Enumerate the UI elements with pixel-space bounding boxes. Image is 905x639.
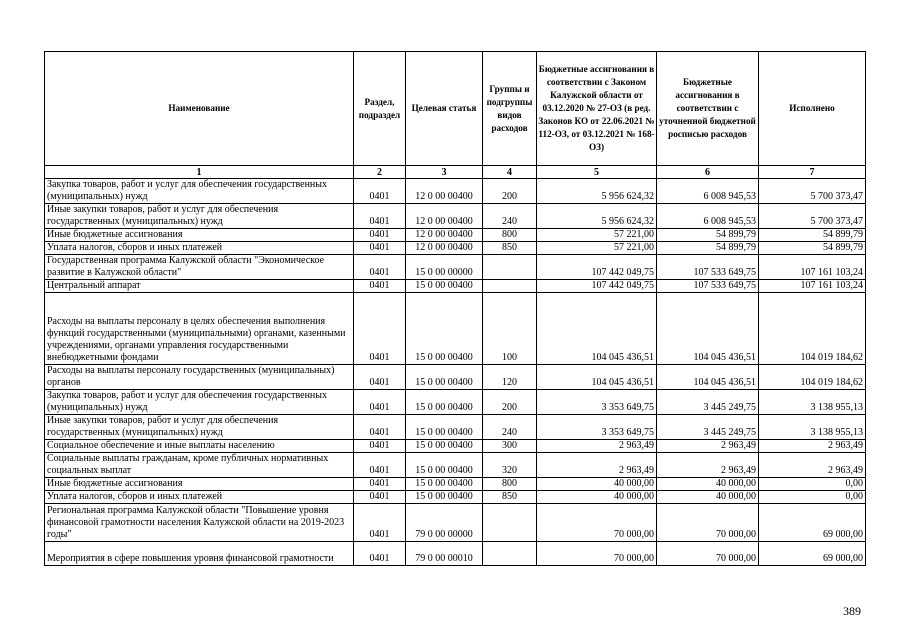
cell-name: Центральный аппарат: [45, 280, 354, 293]
cell-section: 0401: [354, 491, 406, 504]
cell-target: 15 0 00 00400: [406, 280, 483, 293]
cell-group: 100: [483, 293, 537, 365]
cell-law-amount: 70 000,00: [537, 542, 657, 566]
cell-executed-amount: 3 138 955,13: [759, 415, 866, 440]
cell-executed-amount: 2 963,49: [759, 440, 866, 453]
cell-group: 200: [483, 390, 537, 415]
cell-target: 15 0 00 00400: [406, 415, 483, 440]
cell-section: 0401: [354, 242, 406, 255]
header-executed: Исполнено: [759, 52, 866, 166]
cell-schedule-amount: 3 445 249,75: [657, 390, 759, 415]
cell-schedule-amount: 54 899,79: [657, 242, 759, 255]
cell-executed-amount: 0,00: [759, 478, 866, 491]
cell-executed-amount: 107 161 103,24: [759, 255, 866, 280]
cell-target: 15 0 00 00400: [406, 440, 483, 453]
cell-law-amount: 104 045 436,51: [537, 365, 657, 390]
cell-section: 0401: [354, 229, 406, 242]
header-row: [45, 52, 866, 166]
column-number: 4: [483, 166, 537, 179]
cell-executed-amount: 5 700 373,47: [759, 204, 866, 229]
table-row: [45, 390, 866, 415]
cell-group: 300: [483, 440, 537, 453]
cell-name: Уплата налогов, сборов и иных платежей: [45, 491, 354, 504]
cell-executed-amount: 54 899,79: [759, 242, 866, 255]
header-schedule: Бюджетные ассигнования в соответствии с уточненной бюджетной росписью расходов: [657, 52, 759, 166]
cell-group: 800: [483, 229, 537, 242]
table-row: [45, 453, 866, 478]
cell-name: Расходы на выплаты персоналу государственных (муниципальных) органов: [45, 365, 354, 390]
cell-target: 15 0 00 00400: [406, 478, 483, 491]
cell-law-amount: 107 442 049,75: [537, 280, 657, 293]
cell-group: 800: [483, 478, 537, 491]
cell-section: 0401: [354, 280, 406, 293]
cell-group: 120: [483, 365, 537, 390]
header-target: Целевая статья: [406, 52, 483, 166]
cell-schedule-amount: 70 000,00: [657, 504, 759, 542]
cell-section: 0401: [354, 542, 406, 566]
cell-section: 0401: [354, 179, 406, 204]
cell-section: 0401: [354, 440, 406, 453]
cell-schedule-amount: 6 008 945,53: [657, 204, 759, 229]
table-row: [45, 478, 866, 491]
column-number: 1: [45, 166, 354, 179]
table-row: [45, 415, 866, 440]
cell-law-amount: 5 956 624,32: [537, 204, 657, 229]
cell-section: 0401: [354, 478, 406, 491]
cell-schedule-amount: 40 000,00: [657, 478, 759, 491]
header-law: Бюджетные ассигнования в соответствии с Законом Калужской области от 03.12.2020 № 27-ОЗ (в ред. Законов КО от 22.06.2021 № 112-ОЗ, от 03.12.2021 № 168-ОЗ): [537, 52, 657, 166]
column-number-row: [45, 166, 866, 179]
column-number: 7: [759, 166, 866, 179]
cell-schedule-amount: 40 000,00: [657, 491, 759, 504]
cell-name: Социальное обеспечение и иные выплаты населению: [45, 440, 354, 453]
column-number: 6: [657, 166, 759, 179]
table-row: [45, 504, 866, 542]
cell-name: Закупка товаров, работ и услуг для обеспечения государственных (муниципальных) нужд: [45, 390, 354, 415]
cell-law-amount: 107 442 049,75: [537, 255, 657, 280]
budget-table: [44, 51, 866, 566]
cell-executed-amount: 2 963,49: [759, 453, 866, 478]
cell-executed-amount: 54 899,79: [759, 229, 866, 242]
cell-law-amount: 2 963,49: [537, 440, 657, 453]
cell-executed-amount: 5 700 373,47: [759, 179, 866, 204]
table-row: [45, 365, 866, 390]
cell-name: Государственная программа Калужской области "Экономическое развитие в Калужской области": [45, 255, 354, 280]
cell-group: 200: [483, 179, 537, 204]
cell-group: [483, 542, 537, 566]
cell-schedule-amount: 107 533 649,75: [657, 255, 759, 280]
cell-target: 15 0 00 00400: [406, 453, 483, 478]
page-number: 389: [843, 604, 861, 618]
cell-law-amount: 40 000,00: [537, 491, 657, 504]
cell-name: Уплата налогов, сборов и иных платежей: [45, 242, 354, 255]
cell-section: 0401: [354, 390, 406, 415]
table-row: [45, 179, 866, 204]
cell-target: 15 0 00 00000: [406, 255, 483, 280]
cell-name: Иные закупки товаров, работ и услуг для обеспечения государственных (муниципальных) нужд: [45, 204, 354, 229]
table-row: [45, 204, 866, 229]
cell-section: 0401: [354, 255, 406, 280]
cell-executed-amount: 69 000,00: [759, 504, 866, 542]
table-row: [45, 229, 866, 242]
table-row: [45, 293, 866, 365]
cell-target: 79 0 00 00000: [406, 504, 483, 542]
table-row: [45, 242, 866, 255]
column-number: 5: [537, 166, 657, 179]
cell-group: [483, 255, 537, 280]
cell-target: 12 0 00 00400: [406, 242, 483, 255]
cell-name: Иные закупки товаров, работ и услуг для обеспечения государственных (муниципальных) нужд: [45, 415, 354, 440]
cell-group: [483, 280, 537, 293]
header-section: Раздел, подраздел: [354, 52, 406, 166]
cell-executed-amount: 0,00: [759, 491, 866, 504]
cell-executed-amount: 3 138 955,13: [759, 390, 866, 415]
cell-section: 0401: [354, 504, 406, 542]
table-row: [45, 491, 866, 504]
cell-schedule-amount: 2 963,49: [657, 440, 759, 453]
cell-name: Региональная программа Калужской области "Повышение уровня финансовой грамотности населения Калужской области на 2019-2023 годы": [45, 504, 354, 542]
cell-target: 12 0 00 00400: [406, 229, 483, 242]
cell-schedule-amount: 6 008 945,53: [657, 179, 759, 204]
cell-law-amount: 3 353 649,75: [537, 390, 657, 415]
cell-schedule-amount: 104 045 436,51: [657, 365, 759, 390]
cell-law-amount: 3 353 649,75: [537, 415, 657, 440]
cell-section: 0401: [354, 453, 406, 478]
cell-group: [483, 504, 537, 542]
table-row: [45, 542, 866, 566]
cell-name: Социальные выплаты гражданам, кроме публичных нормативных социальных выплат: [45, 453, 354, 478]
cell-target: 15 0 00 00400: [406, 491, 483, 504]
cell-target: 15 0 00 00400: [406, 365, 483, 390]
cell-section: 0401: [354, 293, 406, 365]
cell-executed-amount: 107 161 103,24: [759, 280, 866, 293]
cell-executed-amount: 69 000,00: [759, 542, 866, 566]
cell-group: 240: [483, 204, 537, 229]
cell-schedule-amount: 104 045 436,51: [657, 293, 759, 365]
cell-name: Расходы на выплаты персоналу в целях обеспечения выполнения функций государственными (муниципальными) органами, казенными учреждениями, органами управления государственными внебюджетными фондами: [45, 293, 354, 365]
cell-law-amount: 2 963,49: [537, 453, 657, 478]
cell-section: 0401: [354, 415, 406, 440]
cell-law-amount: 57 221,00: [537, 242, 657, 255]
cell-schedule-amount: 3 445 249,75: [657, 415, 759, 440]
cell-schedule-amount: 107 533 649,75: [657, 280, 759, 293]
column-number: 3: [406, 166, 483, 179]
cell-target: 15 0 00 00400: [406, 293, 483, 365]
cell-executed-amount: 104 019 184,62: [759, 365, 866, 390]
table-row: [45, 255, 866, 280]
cell-section: 0401: [354, 365, 406, 390]
cell-group: 320: [483, 453, 537, 478]
cell-law-amount: 104 045 436,51: [537, 293, 657, 365]
cell-executed-amount: 104 019 184,62: [759, 293, 866, 365]
cell-target: 12 0 00 00400: [406, 179, 483, 204]
table-row: [45, 440, 866, 453]
cell-name: Иные бюджетные ассигнования: [45, 478, 354, 491]
header-name: Наименование: [45, 52, 354, 166]
header-group: Группы и подгруппы видов расходов: [483, 52, 537, 166]
cell-name: Закупка товаров, работ и услуг для обеспечения государственных (муниципальных) нужд: [45, 179, 354, 204]
cell-law-amount: 5 956 624,32: [537, 179, 657, 204]
cell-law-amount: 40 000,00: [537, 478, 657, 491]
cell-law-amount: 57 221,00: [537, 229, 657, 242]
cell-schedule-amount: 2 963,49: [657, 453, 759, 478]
cell-target: 15 0 00 00400: [406, 390, 483, 415]
column-number: 2: [354, 166, 406, 179]
cell-schedule-amount: 54 899,79: [657, 229, 759, 242]
cell-law-amount: 70 000,00: [537, 504, 657, 542]
cell-group: 850: [483, 491, 537, 504]
table-row: [45, 280, 866, 293]
cell-target: 12 0 00 00400: [406, 204, 483, 229]
cell-section: 0401: [354, 204, 406, 229]
cell-name: Мероприятия в сфере повышения уровня финансовой грамотности: [45, 542, 354, 566]
cell-name: Иные бюджетные ассигнования: [45, 229, 354, 242]
cell-target: 79 0 00 00010: [406, 542, 483, 566]
cell-group: 240: [483, 415, 537, 440]
cell-group: 850: [483, 242, 537, 255]
cell-schedule-amount: 70 000,00: [657, 542, 759, 566]
